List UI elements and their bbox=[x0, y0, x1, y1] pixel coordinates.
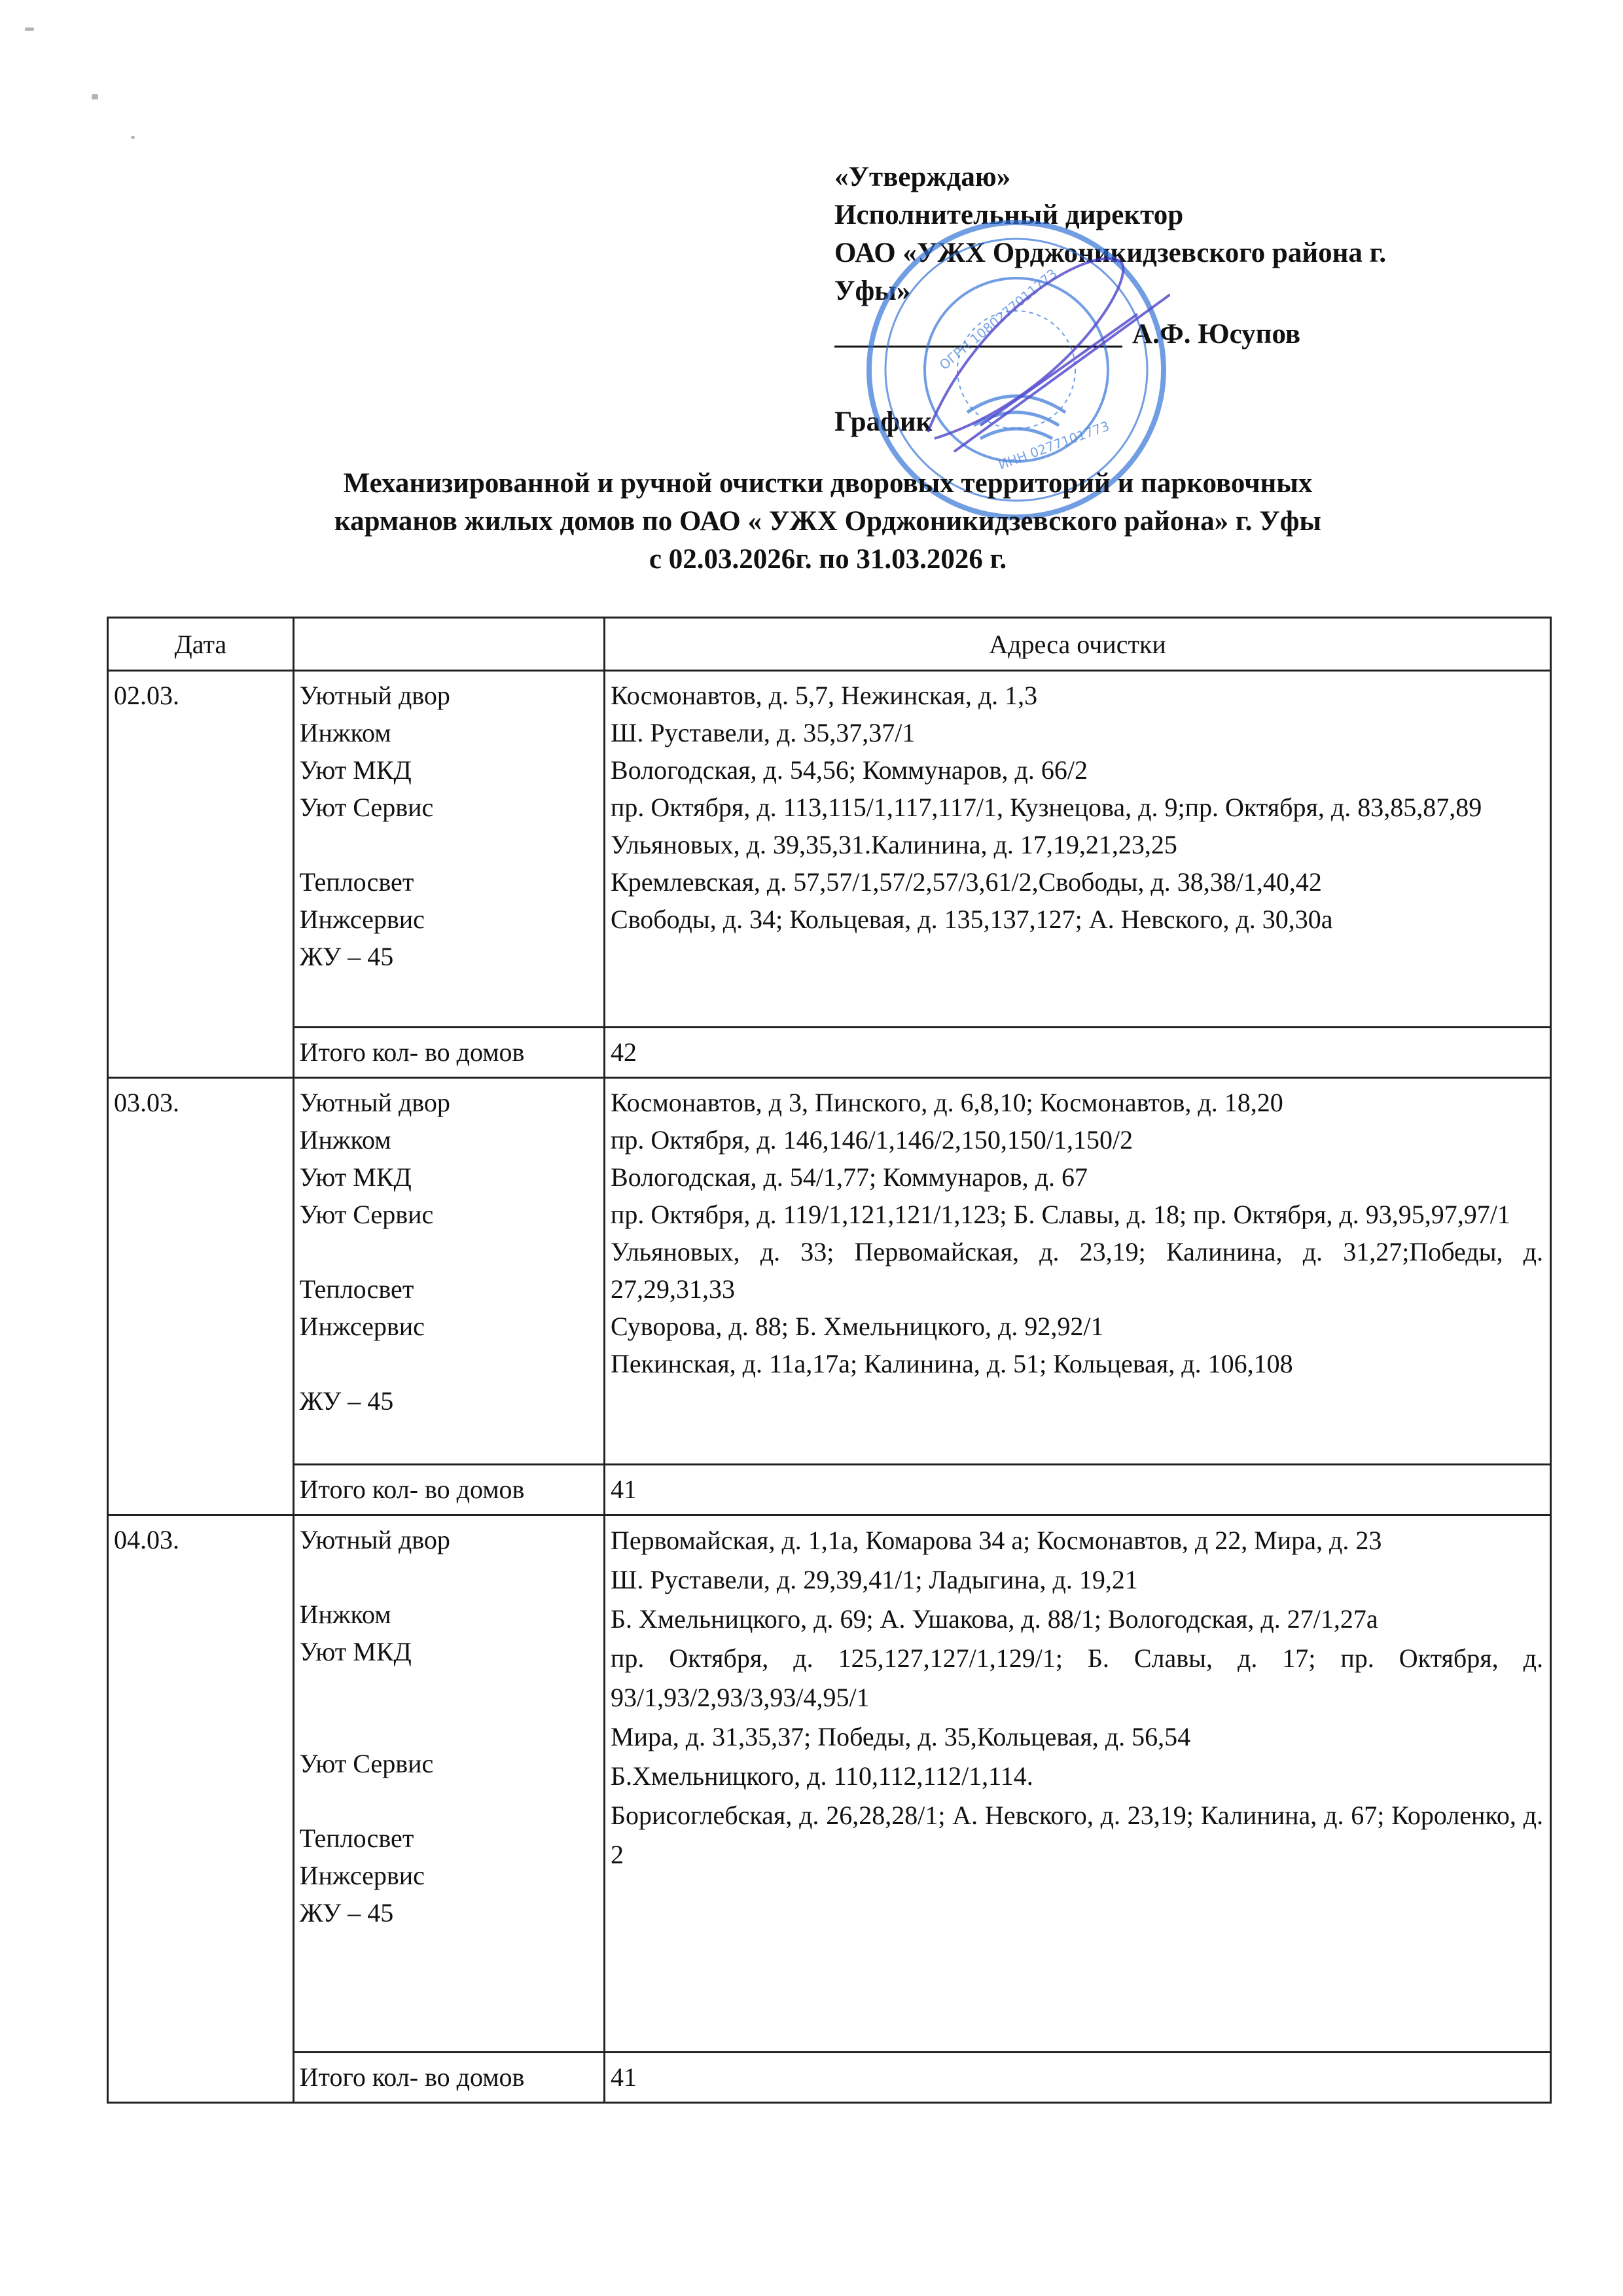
total-value: 42 bbox=[605, 1028, 1551, 1078]
total-row bbox=[108, 2053, 1551, 2103]
total-value: 41 bbox=[605, 2053, 1551, 2103]
org-item: Уютный двор bbox=[299, 681, 450, 710]
total-label: Итого кол- во домов bbox=[293, 1465, 604, 1515]
scan-speck bbox=[131, 136, 135, 139]
svg-text:ИНН 0277101773: ИНН 0277101773 bbox=[996, 418, 1112, 473]
scan-speck bbox=[92, 94, 98, 99]
address-item: Первомайская, д. 1,1а, Комарова 34 а; Космонавтов, д 22, Мира, д. 23 bbox=[611, 1526, 1382, 1555]
date-cell: 02.03. bbox=[108, 671, 294, 1078]
approval-org-line2: Уфы» bbox=[834, 276, 911, 306]
org-item: Уют Сервис bbox=[299, 793, 434, 822]
org-item: Уют Сервис bbox=[299, 1749, 434, 1778]
address-item: Вологодская, д. 54,56; Коммунаров, д. 66/2 bbox=[611, 755, 1088, 785]
address-item: Пекинская, д. 11а,17а; Калинина, д. 51; Кольцевая, д. 106,108 bbox=[611, 1349, 1293, 1378]
org-item: Инжком bbox=[299, 1125, 391, 1155]
approval-block bbox=[834, 158, 1554, 441]
cleaning-schedule-table bbox=[107, 617, 1552, 2104]
approval-position: Исполнительный директор bbox=[834, 200, 1184, 230]
org-list bbox=[293, 1515, 604, 2053]
address-item: Мира, д. 31,35,37; Победы, д. 35,Кольцевая, д. 56,54 bbox=[611, 1722, 1191, 1751]
document-title bbox=[105, 465, 1551, 579]
org-item: Уют МКД bbox=[299, 1637, 412, 1666]
org-item: Инжсервис bbox=[299, 1312, 425, 1341]
org-item: Теплосвет bbox=[299, 1274, 414, 1304]
org-item: Уютный двор bbox=[299, 1525, 450, 1554]
date-cell: 03.03. bbox=[108, 1078, 294, 1515]
day-row bbox=[108, 1515, 1551, 2053]
title-period: с 02.03.2026г. по 31.03.2026 г. bbox=[649, 544, 1007, 575]
address-item: Ш. Руставели, д. 29,39,41/1; Ладыгина, д. 19,21 bbox=[611, 1565, 1138, 1594]
address-item: пр. Октября, д. 146,146/1,146/2,150,150/1,150/2 bbox=[611, 1125, 1133, 1155]
total-label: Итого кол- во домов bbox=[293, 2053, 604, 2103]
header-date: Дата bbox=[108, 618, 294, 671]
address-item: Б.Хмельницкого, д. 110,112,112/1,114. bbox=[611, 1761, 1033, 1791]
day-row bbox=[108, 1078, 1551, 1465]
address-item: Ульяновых, д. 33; Первомайская, д. 23,19; Калинина, д. 31,27;Победы, д. 27,29,31,33 bbox=[611, 1237, 1543, 1304]
signature-row bbox=[834, 315, 1554, 357]
address-list bbox=[605, 671, 1551, 1028]
date-cell: 04.03. bbox=[108, 1515, 294, 2103]
address-item: Космонавтов, д. 5,7, Нежинская, д. 1,3 bbox=[611, 681, 1038, 710]
total-row bbox=[108, 1465, 1551, 1515]
address-item: Свободы, д. 34; Кольцевая, д. 135,137,127; А. Невского, д. 30,30а bbox=[611, 905, 1333, 934]
address-item: Космонавтов, д 3, Пинского, д. 6,8,10; Космонавтов, д. 18,20 bbox=[611, 1088, 1283, 1117]
approval-org-line1: ОАО «УЖХ Орджоникидзевского района г. bbox=[834, 238, 1387, 268]
address-item: Ульяновых, д. 39,35,31.Калинина, д. 17,19,21,23,25 bbox=[611, 830, 1177, 859]
address-item: Суворова, д. 88; Б. Хмельницкого, д. 92,92/1 bbox=[611, 1312, 1104, 1341]
address-item: пр. Октября, д. 119/1,121,121/1,123; Б. Славы, д. 18; пр. Октября, д. 93,95,97,97/1 bbox=[611, 1200, 1510, 1229]
document-type: График bbox=[834, 406, 933, 437]
approval-heading: «Утверждаю» bbox=[834, 162, 1011, 192]
address-item: Ш. Руставели, д. 35,37,37/1 bbox=[611, 718, 916, 747]
title-line-2: карманов жилых домов по ОАО « УЖХ Орджоникидзевского района» г. Уфы bbox=[334, 506, 1321, 537]
address-list bbox=[605, 1515, 1551, 2053]
org-list bbox=[293, 1078, 604, 1465]
day-row bbox=[108, 671, 1551, 1028]
table-header-row bbox=[108, 618, 1551, 671]
address-item: Кремлевская, д. 57,57/1,57/2,57/3,61/2,Свободы, д. 38,38/1,40,42 bbox=[611, 867, 1322, 897]
org-item: ЖУ – 45 bbox=[299, 1386, 394, 1416]
signatory-name: А.Ф. Юсупов bbox=[1132, 319, 1301, 350]
address-item: Борисоглебская, д. 26,28,28/1; А. Невского, д. 23,19; Калинина, д. 67; Короленко, д. 2 bbox=[611, 1801, 1543, 1869]
address-list bbox=[605, 1078, 1551, 1465]
org-item: ЖУ – 45 bbox=[299, 942, 394, 971]
org-item: Уютный двор bbox=[299, 1088, 450, 1117]
org-item: Уют Сервис bbox=[299, 1200, 434, 1229]
scan-speck bbox=[25, 27, 34, 31]
org-item: Инжсервис bbox=[299, 905, 425, 934]
total-row bbox=[108, 1028, 1551, 1078]
org-item: Уют МКД bbox=[299, 755, 412, 785]
svg-text:ОГРН 1080277011773: ОГРН 1080277011773 bbox=[936, 265, 1060, 373]
signature-line bbox=[834, 346, 1122, 348]
title-line-1: Механизированной и ручной очистки дворовых территорий и парковочных bbox=[343, 468, 1313, 499]
header-addresses: Адреса очистки bbox=[605, 618, 1551, 671]
org-list bbox=[293, 671, 604, 1028]
address-item: Б. Хмельницкого, д. 69; А. Ушакова, д. 88/1; Вологодская, д. 27/1,27а bbox=[611, 1604, 1378, 1634]
address-item: пр. Октября, д. 113,115/1,117,117/1, Кузнецова, д. 9;пр. Октября, д. 83,85,87,89 bbox=[611, 793, 1482, 822]
address-item: пр. Октября, д. 125,127,127/1,129/1; Б. Славы, д. 17; пр. Октября, д. 93/1,93/2,93/3,93/4,95/1 bbox=[611, 1643, 1543, 1712]
org-item: Инжком bbox=[299, 718, 391, 747]
org-item: Инжсервис bbox=[299, 1861, 425, 1890]
total-value: 41 bbox=[605, 1465, 1551, 1515]
org-item: ЖУ – 45 bbox=[299, 1898, 394, 1928]
org-item: Уют МКД bbox=[299, 1162, 412, 1192]
org-item: Теплосвет bbox=[299, 1823, 414, 1853]
address-item: Вологодская, д. 54/1,77; Коммунаров, д. 67 bbox=[611, 1162, 1088, 1192]
org-item: Теплосвет bbox=[299, 867, 414, 897]
total-label: Итого кол- во домов bbox=[293, 1028, 604, 1078]
org-item: Инжком bbox=[299, 1600, 391, 1629]
header-org bbox=[293, 618, 604, 671]
